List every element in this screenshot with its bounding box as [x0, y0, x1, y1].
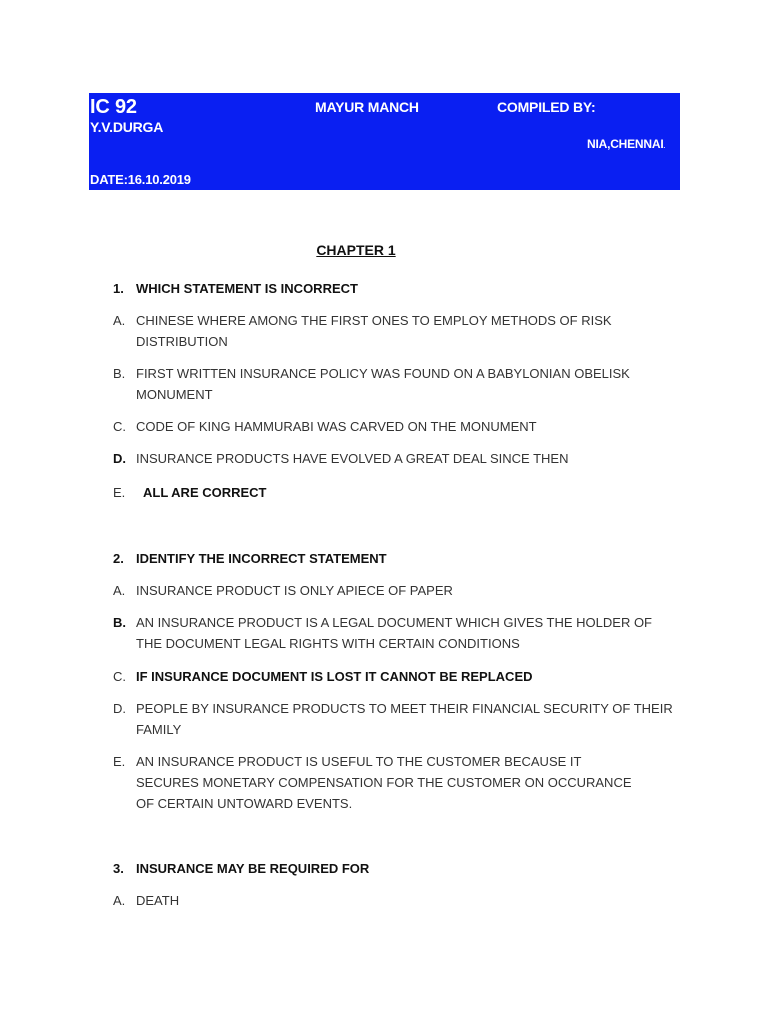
- author-name: Y.V.DURGA: [90, 119, 164, 135]
- option-text: ALL ARE CORRECT: [143, 485, 267, 500]
- course-code: IC 92: [90, 96, 137, 118]
- option-text: AN INSURANCE PRODUCT IS A LEGAL DOCUMENT WHICH GIVES THE HOLDER OF THE DOCUMENT LEGAL RIGHTS WITH CERTAIN CONDITIONS: [136, 615, 652, 651]
- option-text: FIRST WRITTEN INSURANCE POLICY WAS FOUND ON A BABYLONIAN OBELISK MONUMENT: [136, 366, 630, 402]
- question-number: 2.: [113, 551, 124, 566]
- organization-name: MAYUR MANCH: [315, 99, 419, 115]
- option-text: IF INSURANCE DOCUMENT IS LOST IT CANNOT BE REPLACED: [136, 669, 533, 684]
- option-text: AN INSURANCE PRODUCT IS USEFUL TO THE CUSTOMER BECAUSE IT SECURES MONETARY COMPENSATION FOR THE CUSTOMER ON OCCURANCE OF CERTAIN UNTOWARD EVENTS.: [136, 754, 632, 811]
- option-text: CODE OF KING HAMMURABI WAS CARVED ON THE MONUMENT: [136, 419, 537, 434]
- option-letter: A.: [113, 893, 126, 908]
- compiled-by-label: COMPILED BY:: [497, 99, 596, 115]
- option-text: INSURANCE PRODUCTS HAVE EVOLVED A GREAT DEAL SINCE THEN: [136, 451, 569, 466]
- question-text: IDENTIFY THE INCORRECT STATEMENT: [136, 551, 387, 566]
- option-text: INSURANCE PRODUCT IS ONLY APIECE OF PAPER: [136, 583, 453, 598]
- option-letter: B.: [113, 366, 126, 381]
- question-text: WHICH STATEMENT IS INCORRECT: [136, 281, 358, 296]
- option-letter: B.: [113, 615, 126, 630]
- option-letter: A.: [113, 583, 126, 598]
- place-label: NIA,CHENNAI.: [587, 137, 665, 151]
- option-letter: E.: [113, 754, 126, 769]
- header-banner: [89, 93, 680, 190]
- question-number: 3.: [113, 861, 124, 876]
- date-label: DATE:16.10.2019: [90, 172, 191, 187]
- question-text: INSURANCE MAY BE REQUIRED FOR: [136, 861, 370, 876]
- option-text: CHINESE WHERE AMONG THE FIRST ONES TO EMPLOY METHODS OF RISK DISTRIBUTION: [136, 313, 612, 349]
- option-letter: E.: [113, 485, 126, 500]
- option-letter: A.: [113, 313, 126, 328]
- option-letter: D.: [113, 701, 126, 716]
- chapter-title: CHAPTER 1: [316, 242, 396, 258]
- option-letter: C.: [113, 669, 126, 684]
- option-letter: D.: [113, 451, 126, 466]
- option-text: DEATH: [136, 893, 180, 908]
- option-letter: C.: [113, 419, 126, 434]
- option-text: PEOPLE BY INSURANCE PRODUCTS TO MEET THEIR FINANCIAL SECURITY OF THEIR FAMILY: [136, 701, 673, 737]
- question-number: 1.: [113, 281, 124, 296]
